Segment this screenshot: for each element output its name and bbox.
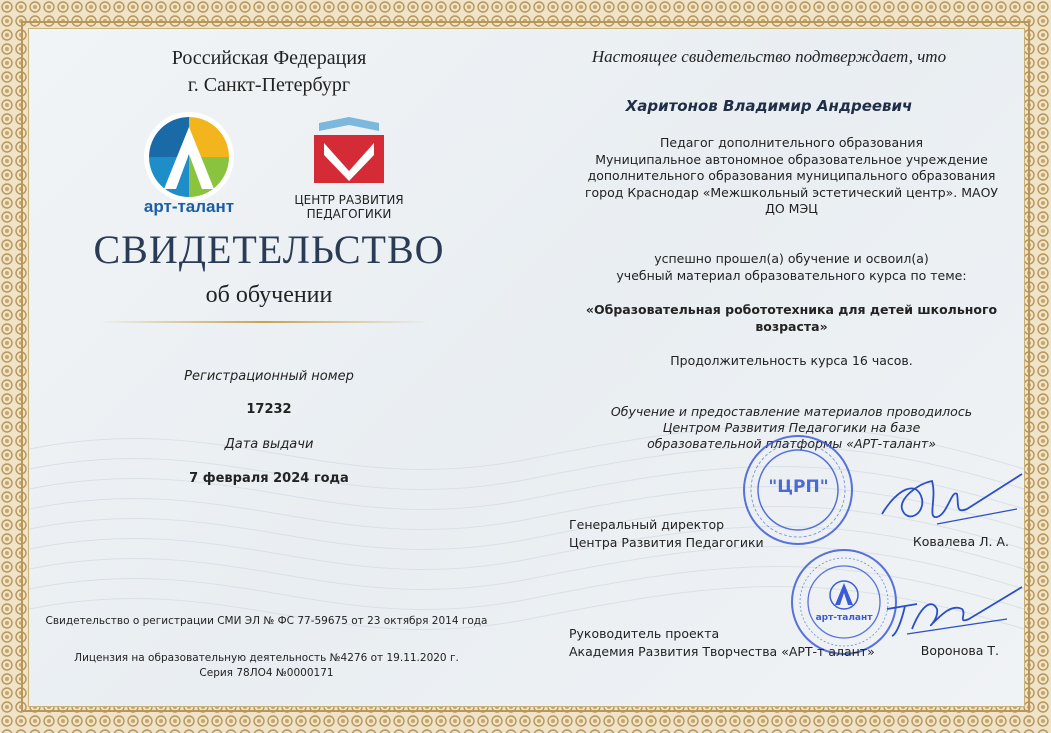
crp-logo-label xyxy=(284,193,414,221)
title-divider xyxy=(99,321,429,323)
country-text: Российская Федерация xyxy=(171,47,367,69)
signer2-title-line2: Академия Развития Творчества «АРТ-т алант» xyxy=(569,644,875,659)
certificate-paper xyxy=(28,28,1025,707)
provider-line: Обучение и предоставление материалов проводилось xyxy=(610,404,973,419)
reg-label: Регистрационный номер xyxy=(184,369,354,384)
signature-2 xyxy=(877,584,1025,644)
recipient-name: Харитонов Владимир Андреевич xyxy=(625,97,913,115)
art-talant-logo xyxy=(134,109,244,219)
course-title xyxy=(569,301,1014,335)
position-line: дополнительного образования муниципального образования xyxy=(587,168,996,183)
signer2-name: Воронова Т. xyxy=(920,643,999,658)
art-talant-stamp-label: арт-талант xyxy=(815,613,873,623)
crp-logo-label-line2: ПЕДАГОГИКИ xyxy=(306,207,392,221)
signer1-name: Ковалева Л. А. xyxy=(912,534,1009,549)
course-duration: Продолжительность курса 16 часов. xyxy=(670,353,913,368)
art-talant-logo-label: арт-талант xyxy=(143,197,235,216)
position-line: город Краснодар «Межшкольный эстетический центр». МАОУ xyxy=(584,184,999,200)
passed-text xyxy=(569,251,1014,284)
signer2-title-line1: Руководитель проекта xyxy=(569,626,720,641)
crp-stamp-label: "ЦРП" xyxy=(768,477,829,497)
crp-logo-label-line1: ЦЕНТР РАЗВИТИЯ xyxy=(294,193,404,207)
provider-line: образовательной платформы «АРТ-талант» xyxy=(647,436,936,451)
certificate-title: СВИДЕТЕЛЬСТВО xyxy=(93,227,445,272)
position-line: Педагог дополнительного образования xyxy=(660,135,923,150)
passed-line1: успешно прошел(а) обучение и освоил(а) xyxy=(654,251,929,266)
license-line1: Лицензия на образовательную деятельность №4276 от 19.11.2020 г. xyxy=(74,652,459,664)
crp-logo-icon xyxy=(284,113,414,193)
course-title-line2: возраста» xyxy=(755,319,828,334)
position-line: Муниципальное автономное образовательное учреждение xyxy=(595,151,988,167)
passed-line2: учебный материал образовательного курса по теме: xyxy=(616,267,967,283)
position-line: ДО МЭЦ xyxy=(765,201,818,216)
signer2-title xyxy=(569,625,889,661)
date-value: 7 февраля 2024 года xyxy=(189,471,349,486)
city-text: г. Санкт-Петербург xyxy=(187,74,351,96)
certificate-subtitle: об обучении xyxy=(205,282,333,308)
confirm-text: Настоящее свидетельство подтверждает, что xyxy=(591,47,947,66)
reg-number: 17232 xyxy=(246,402,292,417)
provider-line: Центром Развития Педагогики на базе xyxy=(662,420,921,435)
license-line2: Серия 78ЛО4 №0000171 xyxy=(199,667,334,679)
crp-logo xyxy=(284,113,414,223)
recipient-position xyxy=(569,135,1014,218)
signature-1 xyxy=(877,469,1025,534)
signer1-title-line1: Генеральный директор xyxy=(569,517,725,532)
course-title-line1: «Образовательная робототехника для детей школьного xyxy=(585,302,998,317)
smi-registration: Свидетельство о регистрации СМИ ЭЛ № ФС 77-59675 от 23 октября 2014 года xyxy=(45,615,488,627)
date-label: Дата выдачи xyxy=(224,437,314,452)
signer1-title-line2: Центра Развития Педагогики xyxy=(569,535,764,550)
